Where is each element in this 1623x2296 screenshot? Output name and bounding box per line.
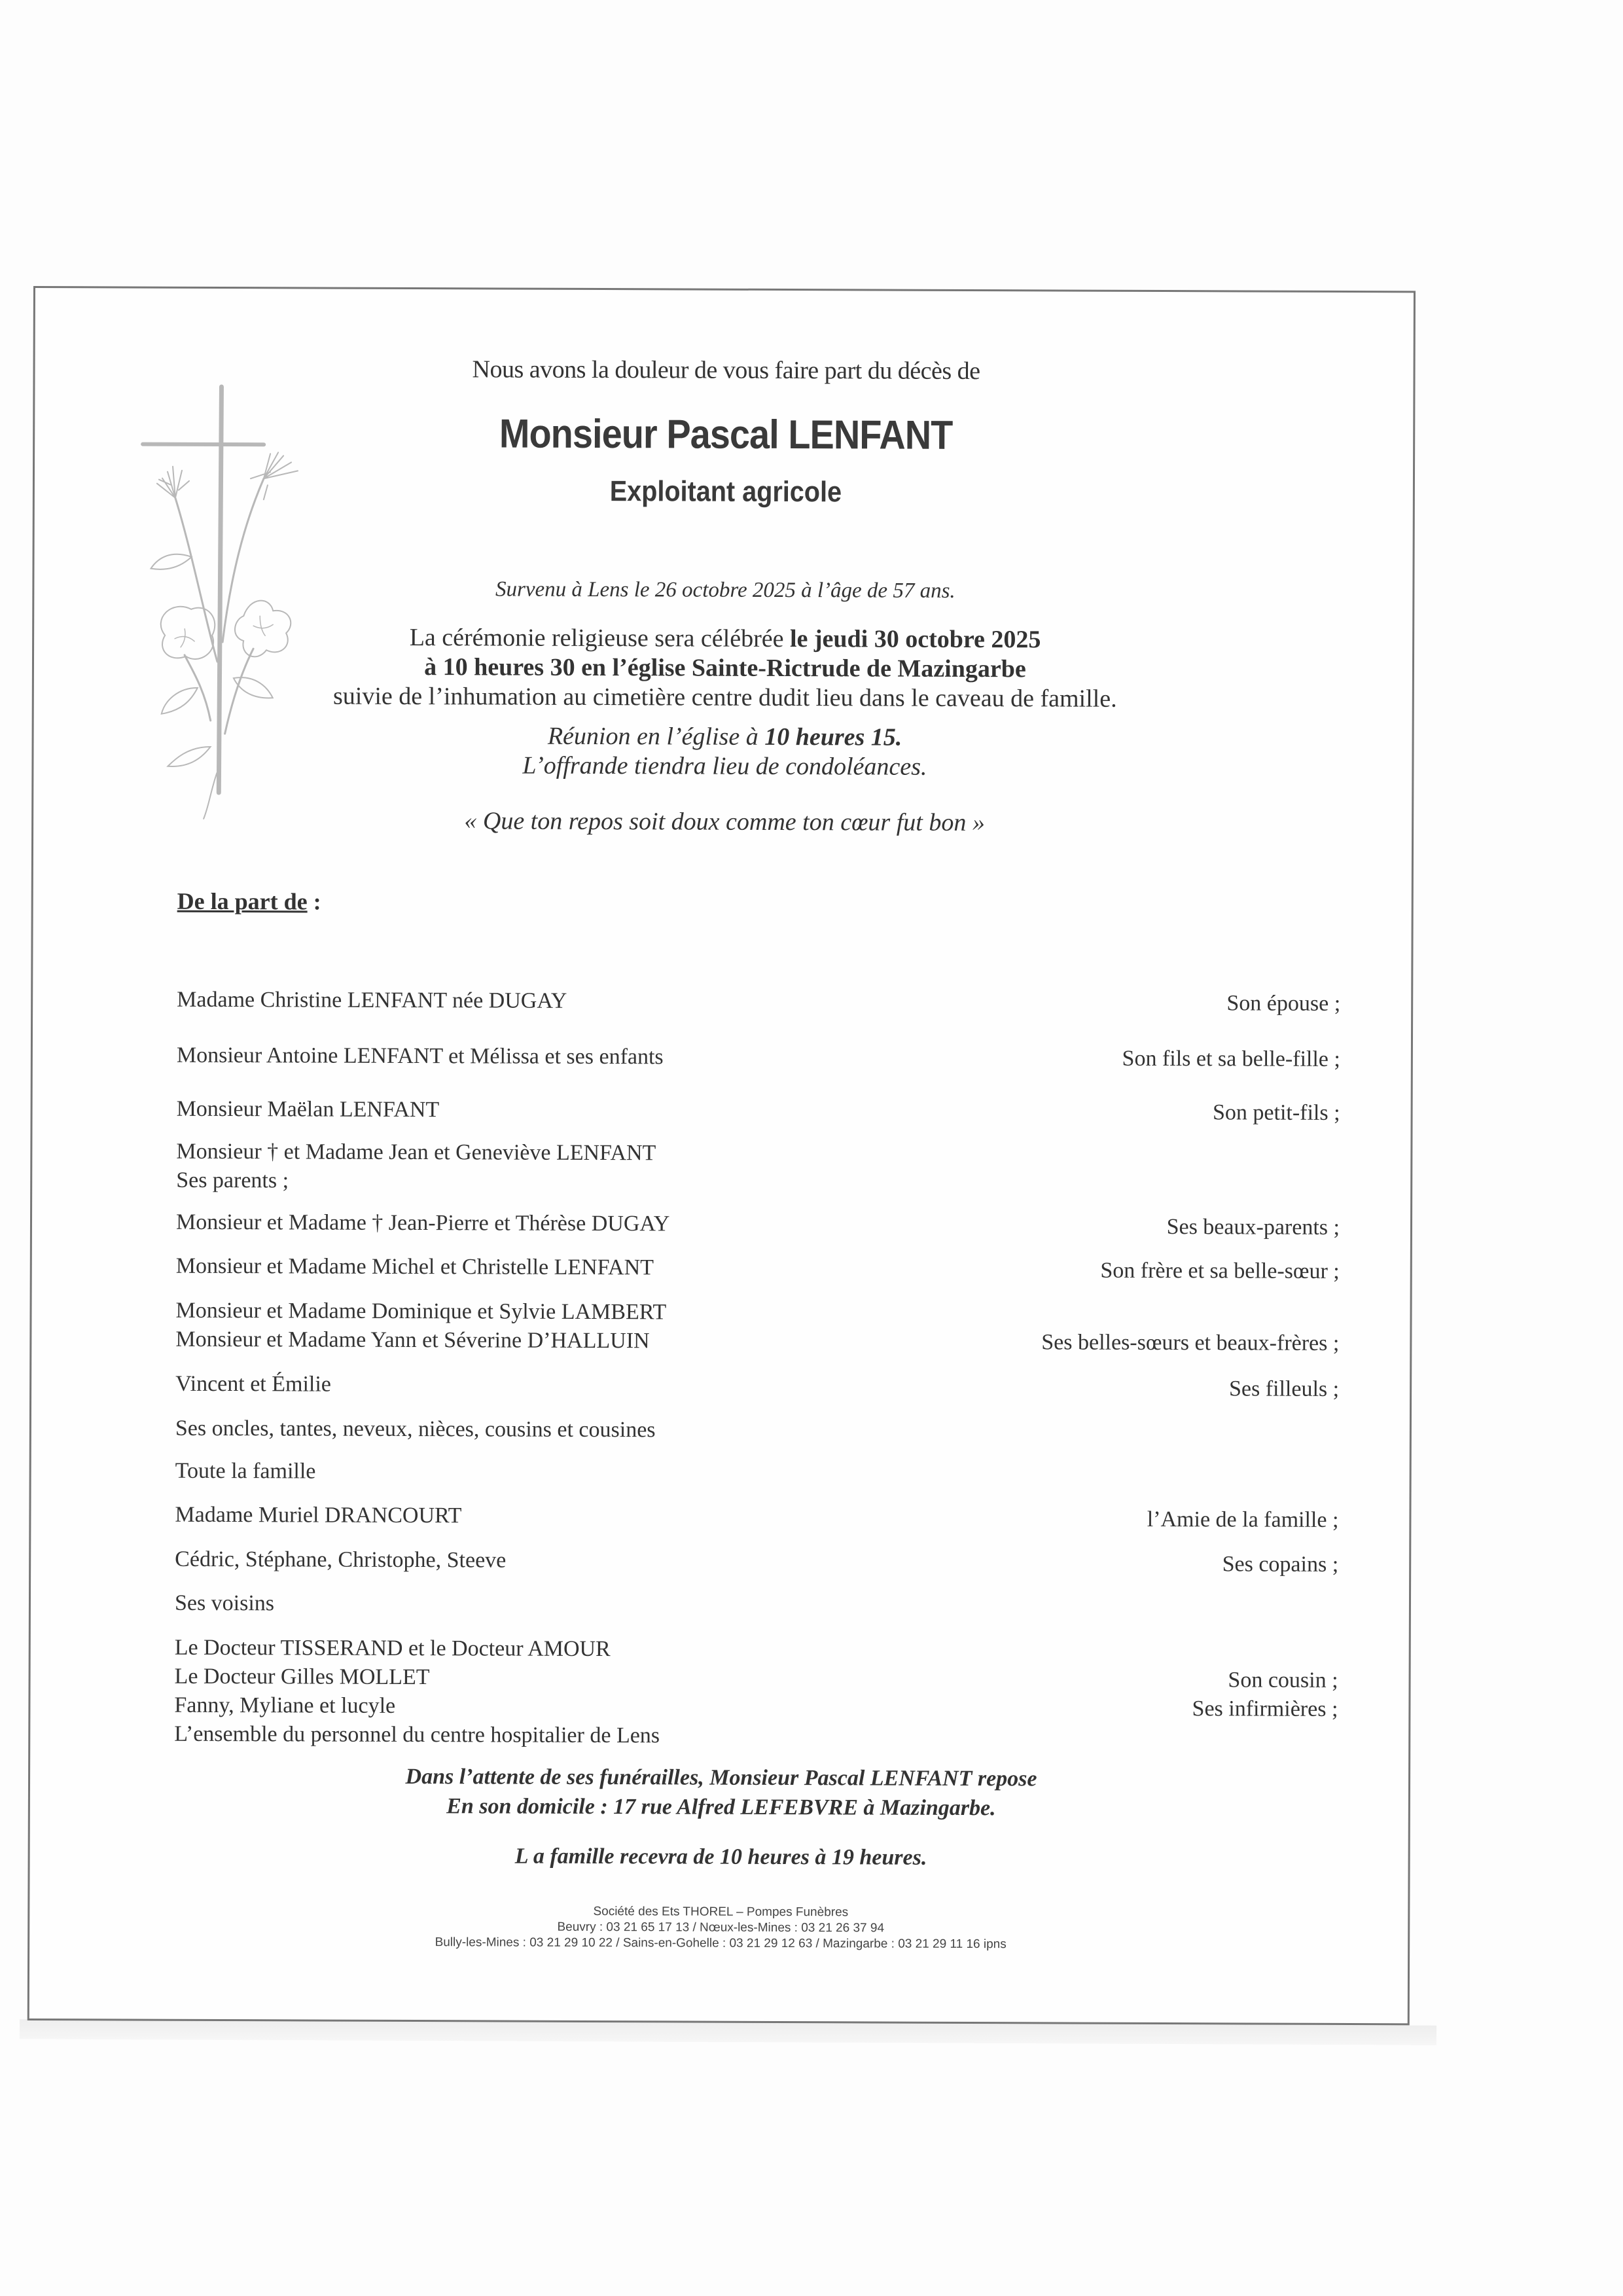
reunion-line (34, 720, 1416, 754)
family-row (175, 1208, 1340, 1240)
reunion-regular: Réunion en l’église à (547, 722, 765, 751)
family-relation: Ses filleuls ; (1228, 1376, 1340, 1401)
family-row (175, 1297, 1340, 1355)
family-relation: Son petit-fils ; (1212, 1100, 1340, 1125)
family-member-name: Monsieur Antoine LENFANT et Mélissa et ses enfants (176, 1043, 664, 1069)
family-relation: Ses beaux-parents ; (1166, 1215, 1340, 1240)
family-relation: Ses belles-sœurs et beaux-frères ; (1041, 1330, 1340, 1355)
funeral-home-phones-1: Beuvry : 03 21 65 17 13 / Nœux-les-Mines : 03 21 26 37 94 (557, 1920, 885, 1935)
profession: Exploitant agricole (609, 475, 842, 509)
family-member-name: Monsieur et Madame Michel et Christelle LENFANT (175, 1253, 654, 1280)
family-relation: Son frère et sa belle-sœur ; (1100, 1258, 1340, 1283)
family-member-name: Monsieur † et Madame Jean et Geneviève LENFANT Ses parents ; (176, 1139, 656, 1193)
family-relation: Son épouse ; (1226, 991, 1341, 1016)
intro-text: Nous avons la douleur de vous faire part du décès de (472, 355, 980, 386)
deceased-name: Monsieur Pascal LENFANT (499, 411, 953, 458)
family-member-name: Cédric, Stéphane, Christophe, Steeve (175, 1547, 507, 1573)
family-member-name: Madame Christine LENFANT née DUGAY (177, 987, 567, 1013)
offering-line: L’offrande tiendra lieu de condoléances. (522, 751, 927, 781)
family-row (175, 1370, 1340, 1401)
family-member-name: Monsieur et Madame † Jean-Pierre et Thérèse DUGAY (175, 1210, 670, 1236)
family-row (175, 1457, 1339, 1484)
family-relation: Son cousin ; Ses infirmières ; (1192, 1668, 1338, 1721)
ceremony-line-3: suivie de l’inhumation au cimetière centre dudit lieu dans le caveau de famille. (332, 682, 1117, 713)
family-member-name: Vincent et Émilie (175, 1371, 331, 1397)
reunion-time: 10 heures 15. (764, 723, 902, 751)
family-member-name: Monsieur et Madame Dominique et Sylvie LAMBERT Monsieur et Madame Yann et Séverine D’HALLUIN (175, 1298, 667, 1354)
reunion-details (33, 720, 1416, 783)
wake-info (30, 1761, 1412, 1824)
ceremony-line-1 (34, 622, 1416, 656)
family-row (177, 986, 1341, 1016)
family-relation: Ses copains ; (1222, 1552, 1339, 1577)
from-heading-colon: : (307, 888, 321, 915)
ceremony-line-2 (34, 651, 1416, 685)
family-member-name: Toute la famille (175, 1458, 316, 1484)
family-row (174, 1634, 1338, 1748)
from-heading-label: De la part de (177, 888, 308, 915)
reception-hours: L a famille recevra de 10 heures à 19 heures. (514, 1844, 927, 1870)
family-member-name: Le Docteur TISSERAND et le Docteur AMOUR Le Docteur Gilles MOLLET Fanny, Myliane et lucyle L’ensemble du personnel du centre hospitalier de Lens (174, 1635, 660, 1748)
family-row (175, 1501, 1339, 1532)
funeral-home-phones-2: Bully-les-Mines : 03 21 29 10 22 / Sains-en-Gohelle : 03 21 29 12 63 / Mazingarbe : 03 21 29 11 16 ipns (435, 1935, 1007, 1952)
ceremony-details (34, 622, 1416, 715)
wake-line-1: Dans l’attente de ses funérailles, Monsieur Pascal LENFANT repose (405, 1764, 1037, 1791)
funeral-home-info (29, 1902, 1412, 1954)
family-relation: Son fils et sa belle-fille ; (1122, 1046, 1340, 1071)
from-heading (177, 888, 321, 916)
family-row (176, 1041, 1340, 1071)
family-member-name: Madame Muriel DRANCOURT (175, 1502, 462, 1528)
death-notice: Survenu à Lens le 26 octobre 2025 à l’âge de 57 ans. (495, 577, 955, 603)
family-member-name: Ses voisins (174, 1590, 275, 1616)
family-row (174, 1589, 1338, 1616)
family-member-name: Ses oncles, tantes, neveux, nièces, cousins et cousines (175, 1416, 656, 1443)
family-row (175, 1414, 1339, 1443)
wake-line-2: En son domicile : 17 rue Alfred LEFEBVRE à Mazingarbe. (446, 1794, 996, 1821)
ceremony-time-place: à 10 heures 30 en l’église Sainte-Rictrude de Mazingarbe (424, 653, 1026, 683)
funeral-home-name: Société des Ets THOREL – Pompes Funèbres (593, 1905, 849, 1920)
family-relation: l’Amie de la famille ; (1147, 1507, 1339, 1532)
memorial-quote: « Que ton repos soit doux comme ton cœur fut bon » (464, 807, 985, 837)
obituary-card (27, 286, 1416, 2025)
family-row (176, 1095, 1340, 1125)
family-row (176, 1138, 1340, 1193)
family-member-name: Monsieur Maëlan LENFANT (176, 1096, 440, 1122)
family-row (175, 1545, 1339, 1577)
family-row (175, 1252, 1340, 1283)
ceremony-line-1-regular: La cérémonie religieuse sera célébrée (409, 624, 791, 653)
ceremony-date: le jeudi 30 octobre 2025 (789, 625, 1041, 654)
